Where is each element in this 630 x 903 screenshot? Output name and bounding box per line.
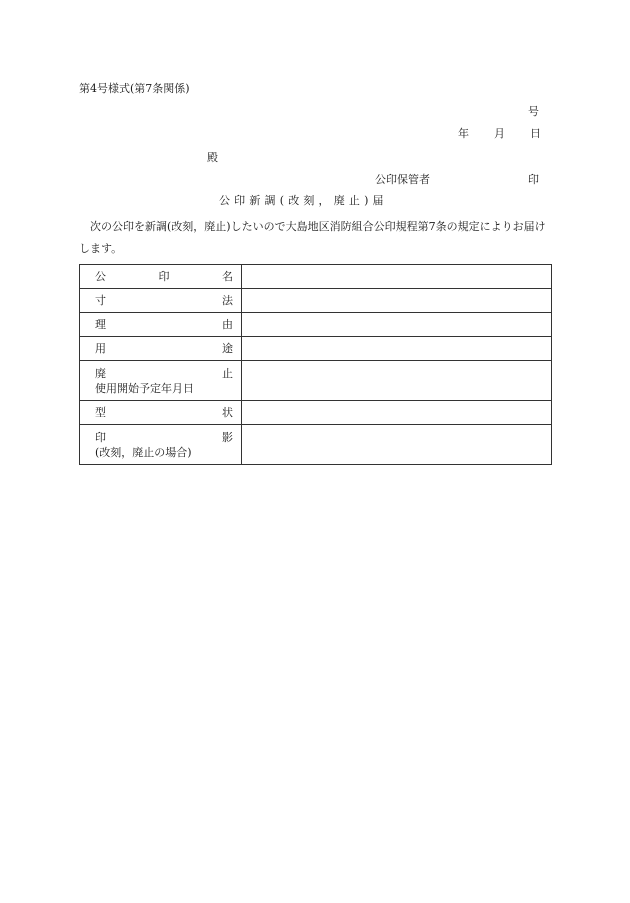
label-char: 用 <box>95 342 106 355</box>
body-paragraph <box>79 216 555 260</box>
table-row-purpose <box>80 337 552 361</box>
table-row-seal-impression <box>80 425 552 465</box>
purpose-field[interactable] <box>242 337 552 361</box>
label-char: 理 <box>95 318 106 331</box>
label-char: 影 <box>222 430 233 444</box>
row-label <box>80 289 242 313</box>
label-char: 止 <box>222 366 233 380</box>
date-day-label: 日 <box>530 127 541 140</box>
row-label <box>80 313 242 337</box>
label-char: 途 <box>222 342 233 355</box>
abolish-start-date-field[interactable] <box>242 361 552 401</box>
shape-field[interactable] <box>242 401 552 425</box>
label-line <box>95 341 233 356</box>
date-line <box>458 127 541 141</box>
addressee-suffix: 殿 <box>207 151 218 164</box>
table-row-seal-name <box>80 265 552 289</box>
custodian-label: 公印保管者 <box>375 173 430 186</box>
date-year-label: 年 <box>458 127 469 140</box>
label-line <box>95 381 233 396</box>
label-line <box>95 430 233 445</box>
label-char: 公 <box>95 270 106 283</box>
body-text: 次の公印を新調(改刻，廃止)したいので大島地区消防組合公印規程第7条の規定によりお届けします。 <box>79 220 546 255</box>
label-char: 法 <box>222 294 233 307</box>
table-row-abolish-start-date <box>80 361 552 401</box>
label-line <box>95 293 233 308</box>
label-line <box>95 445 233 460</box>
row-label <box>80 401 242 425</box>
label-char: 印 <box>158 270 170 283</box>
label-subtext: (改刻，廃止の場合) <box>95 445 192 459</box>
seal-mark: 印 <box>528 173 539 186</box>
seal-form-table <box>79 264 552 465</box>
form-number: 第4号様式(第7条関係) <box>79 82 190 95</box>
label-char: 由 <box>222 318 233 331</box>
label-line <box>95 317 233 332</box>
table-row-shape <box>80 401 552 425</box>
row-label <box>80 425 242 465</box>
date-month-label: 月 <box>494 127 505 140</box>
label-char: 寸 <box>95 294 106 307</box>
reason-field[interactable] <box>242 313 552 337</box>
table-row-dimensions <box>80 289 552 313</box>
label-char: 廃 <box>95 366 106 380</box>
label-line <box>95 405 233 420</box>
table-row-reason <box>80 313 552 337</box>
seal-name-field[interactable] <box>242 265 552 289</box>
dimensions-field[interactable] <box>242 289 552 313</box>
seal-impression-field[interactable] <box>242 425 552 465</box>
row-label <box>80 361 242 401</box>
label-char: 印 <box>95 430 106 444</box>
label-char: 名 <box>222 270 233 283</box>
label-line <box>95 269 233 284</box>
row-label <box>80 337 242 361</box>
row-label <box>80 265 242 289</box>
label-char: 状 <box>222 406 233 419</box>
document-number-label: 号 <box>528 105 539 118</box>
document-title: 公印新調(改刻，廃止)届 <box>219 194 388 207</box>
label-subtext: 使用開始予定年月日 <box>95 381 194 395</box>
label-line <box>95 366 233 381</box>
label-char: 型 <box>95 406 106 419</box>
